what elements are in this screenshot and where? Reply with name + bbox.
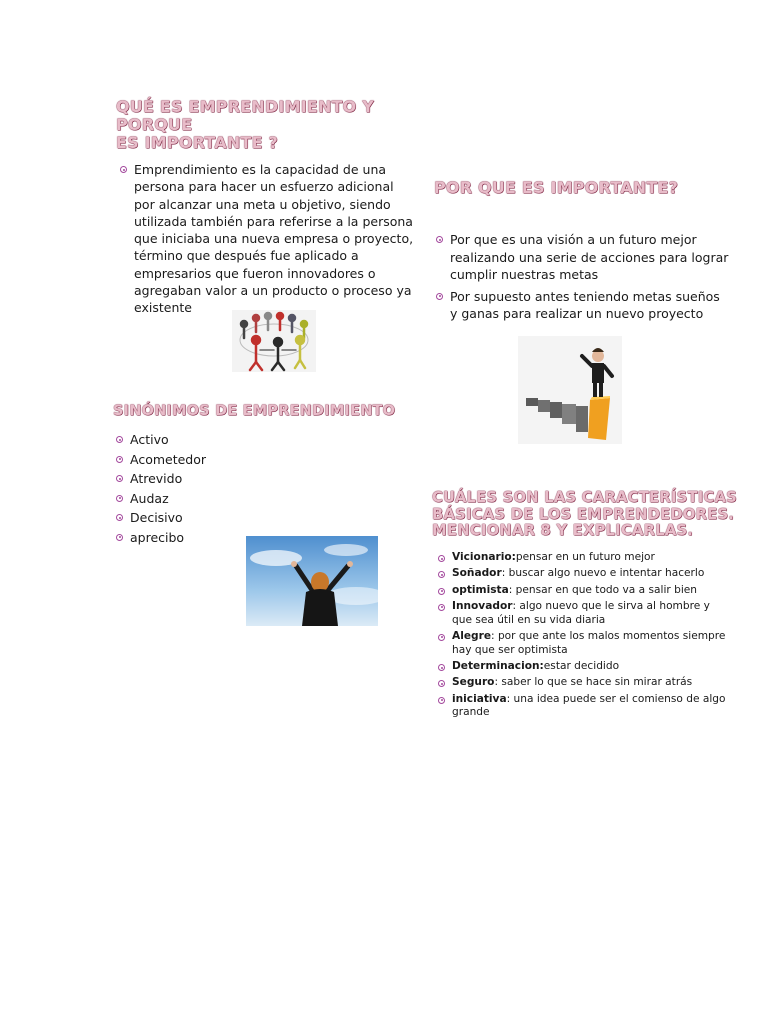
characteristic-item xyxy=(438,567,728,581)
characteristic-item xyxy=(438,693,728,721)
characteristics-list xyxy=(438,551,728,720)
bullet-icon xyxy=(116,475,123,482)
characteristic-desc: : por que ante los malos momentos siempre hay que ser optimista xyxy=(452,629,726,656)
importance-text: Por que es una visión a un futuro mejor realizando una serie de acciones para lograr cumplir nuestras metas xyxy=(450,232,729,282)
characteristic-desc: : una idea puede ser el comienso de algo grande xyxy=(452,692,726,719)
bullet-icon xyxy=(116,456,123,463)
definition-item xyxy=(120,161,416,317)
synonym-item xyxy=(116,508,316,528)
characteristic-term: Seguro xyxy=(452,676,495,689)
importance-item xyxy=(436,231,730,284)
characteristic-desc: pensar en un futuro mejor xyxy=(515,551,655,563)
characteristic-term: iniciativa xyxy=(452,692,507,705)
synonym-text: Atrevido xyxy=(130,471,183,486)
title-caracteristicas xyxy=(432,490,742,540)
synonym-item xyxy=(116,489,316,509)
importance-text: Por supuesto antes teniendo metas sueños y ganas para realizar un nuevo proyecto xyxy=(450,288,720,321)
characteristic-item xyxy=(438,584,728,598)
title-line-1: CUÁLES SON LAS CARACTERÍSTICAS xyxy=(432,489,738,506)
synonym-item xyxy=(116,469,316,489)
woman-sky-icon xyxy=(246,536,378,626)
characteristic-desc: : pensar en que todo va a salir bien xyxy=(508,583,698,596)
people-circle-image xyxy=(232,310,316,372)
characteristic-term: Vicionario: xyxy=(452,551,516,563)
definition-text: Emprendimiento es la capacidad de una persona para hacer un esfuerzo adicional por alcanzar una meta u objetivo, siendo utilizada también para referirse a la persona que iniciaba una nueva empresa o proyecto, término que después fue aplicado a empresarios que fueron innovadores o agregaban valor a un producto o proceso ya existente xyxy=(134,162,414,316)
synonym-text: Acometedor xyxy=(130,451,207,467)
characteristic-desc: : algo nuevo que le sirva al hombre y que sea útil en su vida diaria xyxy=(452,599,710,626)
bullet-icon xyxy=(438,571,445,578)
characteristic-item xyxy=(438,676,728,690)
characteristic-term: optimista xyxy=(452,583,509,596)
characteristic-term: Soñador xyxy=(452,567,502,580)
businesswoman-stairs-image xyxy=(518,336,622,444)
characteristic-item xyxy=(438,551,728,565)
title-que-es-emprendimiento xyxy=(116,98,416,152)
definition-list xyxy=(120,161,416,317)
synonym-item xyxy=(116,450,316,470)
bullet-icon xyxy=(438,604,445,611)
bullet-icon xyxy=(116,514,123,521)
title-por-que-es-importante: POR QUE ES IMPORTANTE? xyxy=(434,178,679,197)
bullet-icon xyxy=(438,588,445,595)
characteristic-item xyxy=(438,660,728,674)
synonyms-list xyxy=(116,430,316,547)
synonym-text: aprecibo xyxy=(130,529,185,545)
characteristic-item xyxy=(438,630,728,658)
bullet-icon xyxy=(438,555,445,562)
importance-list xyxy=(436,231,730,323)
importance-item xyxy=(436,288,730,323)
characteristic-item xyxy=(438,600,728,628)
synonym-item xyxy=(116,430,316,450)
bullet-icon xyxy=(116,436,123,443)
title-line-3: MENCIONAR 8 Y EXPLICARLAS. xyxy=(432,522,694,540)
characteristic-term: Determinacion: xyxy=(452,660,544,673)
synonym-text: Audaz xyxy=(130,490,169,506)
synonym-text: Activo xyxy=(130,432,169,447)
bullet-icon xyxy=(120,166,127,173)
woman-sky-image xyxy=(246,536,378,626)
people-circle-icon xyxy=(232,310,316,372)
title-sinonimos: SINÓNIMOS DE EMPRENDIMIENTO xyxy=(113,403,396,419)
characteristic-term: Alegre xyxy=(452,629,492,642)
bullet-icon xyxy=(436,236,443,243)
bullet-icon xyxy=(438,680,445,687)
bullet-icon xyxy=(438,634,445,641)
bullet-icon xyxy=(116,534,123,541)
title-line-1: QUÉ ES EMPRENDIMIENTO Y PORQUE xyxy=(116,97,375,134)
bullet-icon xyxy=(436,293,443,300)
synonym-text: Decisivo xyxy=(130,510,183,525)
title-line-2: BÁSICAS DE LOS EMPRENDEDORES. xyxy=(432,505,735,523)
stairs-icon xyxy=(518,336,622,444)
characteristic-term: Innovador xyxy=(452,599,513,612)
bullet-icon xyxy=(438,664,445,671)
characteristic-desc: : saber lo que se hace sin mirar atrás xyxy=(494,676,693,689)
bullet-icon xyxy=(116,495,123,502)
characteristic-desc: estar decidido xyxy=(543,660,620,673)
title-line-2: ES IMPORTANTE ? xyxy=(116,132,278,152)
bullet-icon xyxy=(438,697,445,704)
characteristic-desc: : buscar algo nuevo e intentar hacerlo xyxy=(501,567,705,580)
